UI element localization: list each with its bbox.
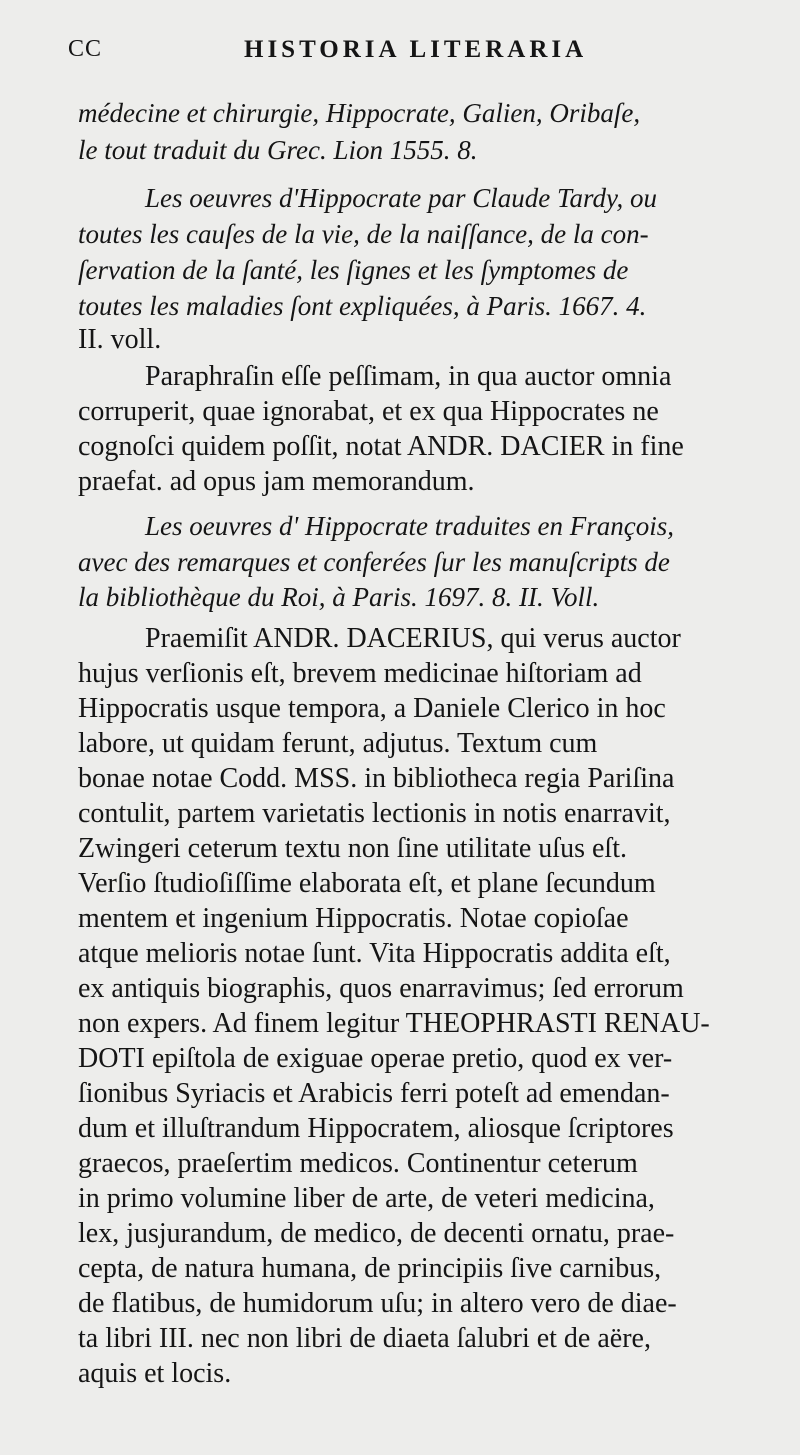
text-line: atque melioris notae ſunt. Vita Hippocratis addita eſt, (78, 938, 671, 969)
text-line: Les oeuvres d'Hippocrate par Claude Tardy, ou (145, 183, 658, 213)
text-line: ta libri III. nec non libri de diaeta ſalubri et de aëre, (78, 1323, 651, 1354)
text-line: II. voll. (78, 324, 162, 355)
text-line: ex antiquis biographis, quos enarravimus; ſed errorum (78, 973, 684, 1004)
text-line: labore, ut quidam ferunt, adjutus. Textum cum (78, 728, 598, 759)
text-line: toutes les maladies ſont expliquées, à Paris. 1667. 4. (78, 291, 647, 321)
page-header (68, 36, 768, 72)
text-line: praefat. ad opus jam memorandum. (78, 466, 475, 497)
text-line: Praemiſit ANDR. DACERIUS, qui verus auctor (145, 623, 681, 654)
text-line: de flatibus, de humidorum uſu; in altero vero de diae- (78, 1288, 677, 1319)
text-line: bonae notae Codd. MSS. in bibliotheca regia Pariſina (78, 763, 675, 794)
text-line: cepta, de natura humana, de principiis ſive carnibus, (78, 1253, 662, 1284)
text-line: Verſio ſtudioſiſſime elaborata eſt, et plane ſecundum (78, 868, 656, 899)
text-line: non expers. Ad finem legitur THEOPHRASTI RENAU- (78, 1008, 710, 1039)
text-line: Zwingeri ceterum textu non ſine utilitate uſus eſt. (78, 833, 627, 864)
text-line: Les oeuvres d' Hippocrate traduites en François, (145, 511, 674, 541)
text-line: corruperit, quae ignorabat, et ex qua Hippocrates ne (78, 396, 659, 427)
text-line: le tout traduit du Grec. Lion 1555. 8. (78, 135, 478, 165)
text-line: dum et illuſtrandum Hippocratem, aliosque ſcriptores (78, 1113, 674, 1144)
text-line: graecos, praeſertim medicos. Continentur ceterum (78, 1148, 638, 1179)
text-line: toutes les cauſes de la vie, de la naiſſance, de la con- (78, 219, 649, 249)
text-line: médecine et chirurgie, Hippocrate, Galien, Oribaſe, (78, 98, 641, 128)
running-title: HISTORIA LITERARIA (244, 36, 588, 63)
text-line: hujus verſionis eſt, brevem medicinae hiſtoriam ad (78, 658, 642, 689)
text-line: contulit, partem varietatis lectionis in notis enarravit, (78, 798, 671, 829)
text-line: in primo volumine liber de arte, de veteri medicina, (78, 1183, 655, 1214)
text-line: ſionibus Syriacis et Arabicis ferri poteſt ad emendan- (78, 1078, 670, 1109)
text-line: avec des remarques et conferées ſur les manuſcripts de (78, 547, 670, 577)
text-line: cognoſci quidem poſſit, notat ANDR. DACIER in fine (78, 431, 684, 462)
text-line: Hippocratis usque tempora, a Daniele Clerico in hoc (78, 693, 666, 724)
page-number: CC (68, 36, 103, 62)
text-line: aquis et locis. (78, 1358, 232, 1389)
text-line: la bibliothèque du Roi, à Paris. 1697. 8. II. Voll. (78, 582, 600, 612)
text-line: DOTI epiſtola de exiguae operae pretio, quod ex ver- (78, 1043, 673, 1074)
text-line: Paraphraſin eſſe peſſimam, in qua auctor omnia (145, 361, 672, 392)
text-line: lex, jusjurandum, de medico, de decenti ornatu, prae- (78, 1218, 675, 1249)
text-line: ſervation de la ſanté, les ſignes et les ſymptomes de (78, 255, 629, 285)
text-line: mentem et ingenium Hippocratis. Notae copioſae (78, 903, 629, 934)
